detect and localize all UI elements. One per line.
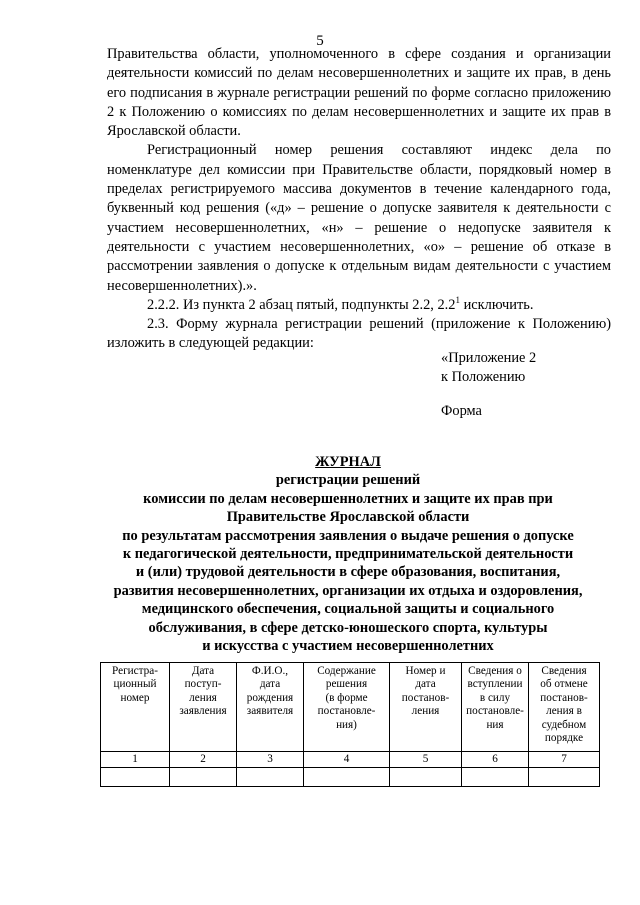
table-header-cell: Ф.И.О., дата рождения заявителя [237,663,304,752]
column-number-cell: 7 [529,752,600,768]
empty-cell [237,768,304,787]
journal-heading-line: медицинского обеспечения, социальной защиты и социального [141,601,555,618]
paragraph-2-2-2-text: 2.2.2. Из пункта 2 абзац пятый, подпункты 2.2, 2.2 [147,296,456,313]
journal-heading-line: Правительстве Ярославской области [226,509,470,526]
journal-heading-line: комиссии по делам несовершеннолетних и защите их прав при [143,490,553,507]
document-body [107,45,611,354]
form-label: Форма [441,403,482,419]
journal-title: ЖУРНАЛ [315,454,381,470]
journal-heading-line: обслуживания, в сфере детско-юношеского спорта, культуры [148,619,548,636]
table-header-row [101,663,600,752]
table-header-cell: Регистра- ционный номер [101,663,170,752]
empty-cell [390,768,462,787]
empty-cell [101,768,170,787]
table-empty-row [101,768,600,787]
table-column-number-row [101,752,600,768]
paragraph-2-2-2-tail: исключить. [459,296,534,313]
paragraph-continuation: Правительства области, уполномоченного в сфере создания и организации деятельности комиссий по делам несовершеннолетних и защите их прав, в день его подписания в журнале регистрации решений по форме согласно приложению 2 к Положению о комиссиях по делам несовершеннолетних и защите их прав в Ярославской области. [107,46,611,140]
page-number: 5 [316,33,324,49]
empty-cell [304,768,390,787]
empty-cell [462,768,529,787]
journal-heading-line: и (или) трудовой деятельности в сфере образования, воспитания, [135,564,561,581]
column-number-cell: 4 [304,752,390,768]
table-header-cell: Сведения о вступлении в силу постановле- ния [462,663,529,752]
journal-heading [100,453,596,655]
journal-heading-line: и искусства с участием несовершеннолетних [202,638,494,655]
journal-heading-line: развития несовершеннолетних, организации их отдыха и оздоровления, [113,582,583,599]
journal-heading-line: к педагогической деятельности, предпринимательской деятельности [122,546,574,563]
paragraph-2-2-2-superscript: 1 [455,295,460,306]
table-header-cell: Содержание решения (в форме постановле- ния) [304,663,390,752]
column-number-cell: 3 [237,752,304,768]
registration-journal-table [100,662,600,787]
table-header-cell: Номер и дата постанов- ления [390,663,462,752]
column-number-cell: 5 [390,752,462,768]
paragraph-2-2-2 [107,296,611,315]
table-header-cell: Дата поступ- ления заявления [170,663,237,752]
table-header-cell: Сведения об отмене постанов- ления в судебном порядке [529,663,600,752]
journal-heading-line: по результатам рассмотрения заявления о выдаче решения о допуске [122,527,574,544]
empty-cell [170,768,237,787]
empty-cell [529,768,600,787]
paragraph-2-3: 2.3. Форму журнала регистрации решений (приложение к Положению) изложить в следующей редакции: [107,316,611,352]
column-number-cell: 2 [170,752,237,768]
appendix-line-2: к Положению [441,369,526,386]
journal-heading-line: регистрации решений [275,472,421,489]
appendix-line-1: «Приложение 2 [441,350,537,366]
column-number-cell: 1 [101,752,170,768]
column-number-cell: 6 [462,752,529,768]
paragraph-registration-number: Регистрационный номер решения составляют индекс дела по номенклатуре дел комиссии при Правительстве области, порядковый номер в пределах регистрируемого массива документов в течение календарного года, буквенный код решения («д» – решение о допуске заявителя к деятельности с участием несовершеннолетних, «н» – решение о недопуске заявителя к деятельности с участием несовершеннолетних, «о» – решение об отказе в рассмотрении заявления о допуске к отдельным видам деятельности с участием несовершеннолетних).». [107,142,611,294]
appendix-reference [441,349,536,388]
